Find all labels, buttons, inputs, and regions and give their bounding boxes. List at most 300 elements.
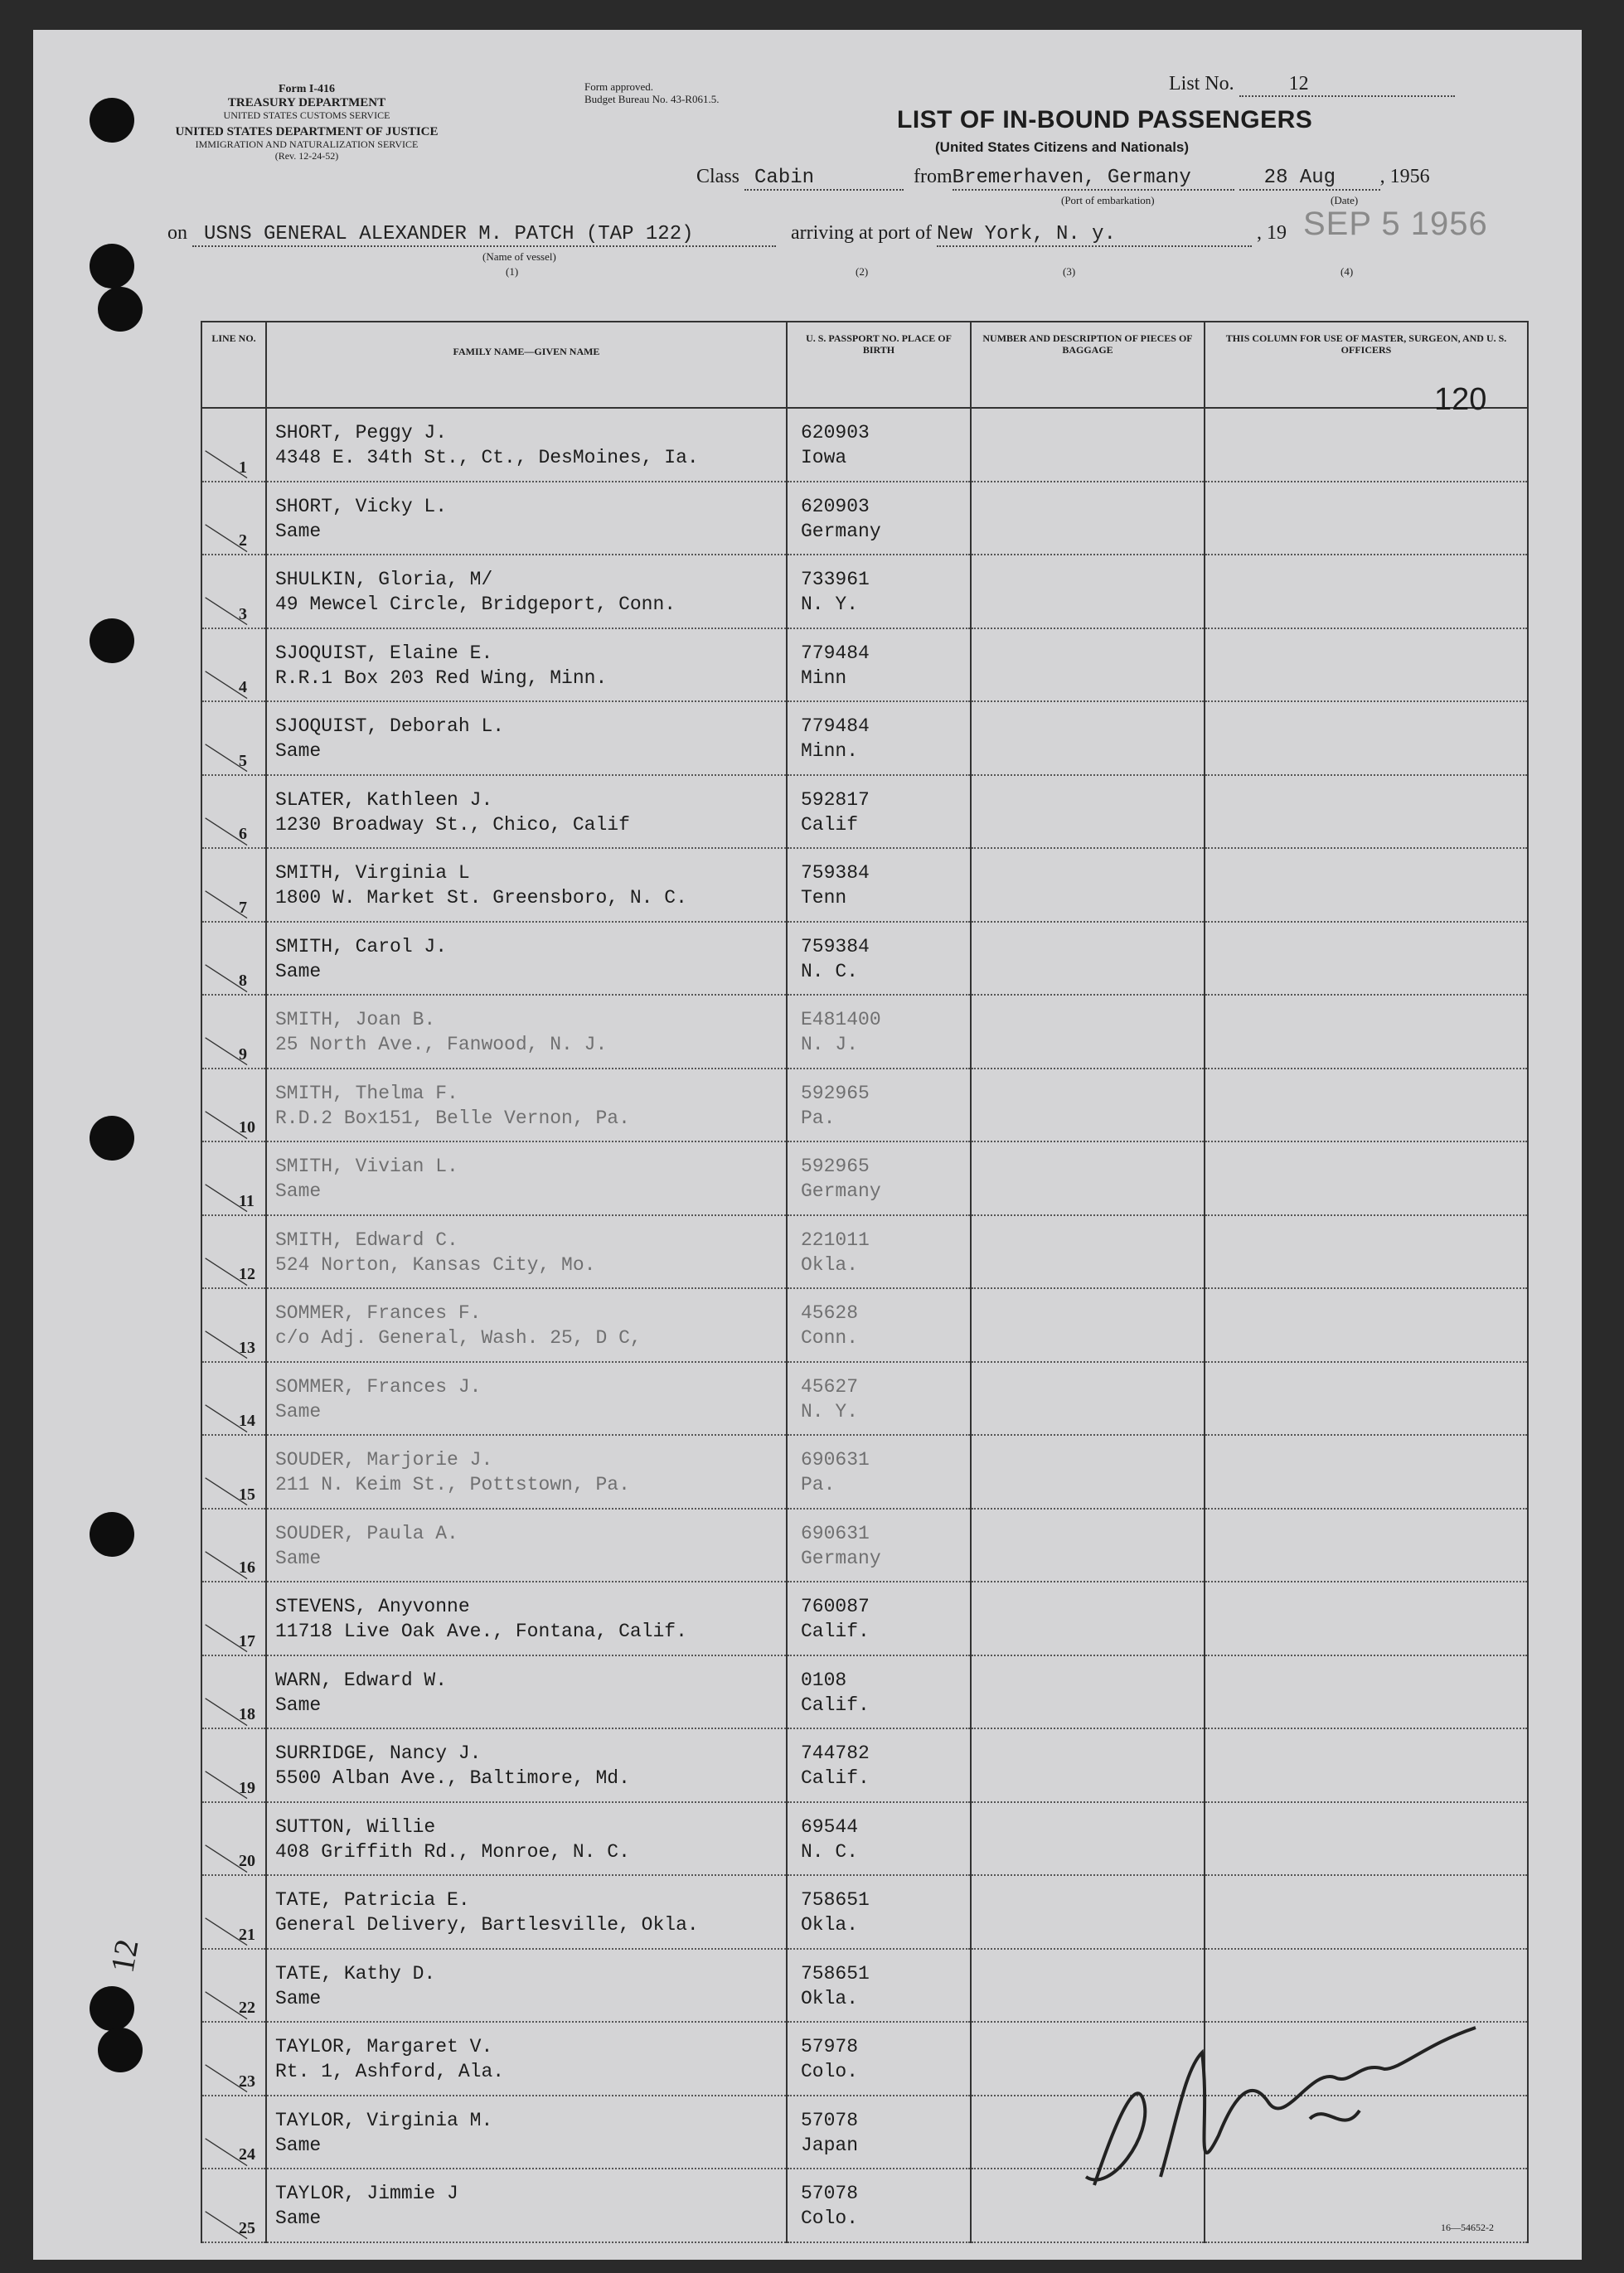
officer-annotation: 120	[1434, 382, 1487, 417]
line-cell	[201, 1582, 266, 1655]
passenger-name: SJOQUIST, Deborah L.	[275, 715, 505, 737]
passport-number: 690631	[801, 1522, 870, 1544]
passport-cell	[787, 1802, 971, 1876]
passport-cell	[787, 995, 971, 1069]
line-cell	[201, 775, 266, 849]
table-row	[201, 848, 1528, 922]
date-value: 28 Aug	[1239, 167, 1380, 191]
baggage-cell	[971, 1362, 1205, 1436]
name-cell	[266, 2096, 787, 2169]
passport-number: 57978	[801, 2036, 859, 2057]
binder-hole	[90, 618, 134, 663]
margin-note: 12	[103, 1936, 146, 1976]
check-mark-icon	[205, 935, 264, 991]
baggage-cell	[971, 1655, 1205, 1729]
baggage-cell	[971, 1509, 1205, 1582]
place-of-birth: Tenn	[801, 887, 847, 909]
year-value: , 1956	[1379, 166, 1430, 187]
name-cell	[266, 2169, 787, 2242]
check-mark-icon	[205, 569, 264, 625]
line-cell	[201, 2169, 266, 2242]
table-row	[201, 701, 1528, 775]
officer-cell	[1205, 1362, 1528, 1436]
passport-number: 592965	[801, 1082, 870, 1104]
passenger-address: Same	[275, 1400, 322, 1422]
baggage-cell	[971, 628, 1205, 702]
passenger-name: TAYLOR, Jimmie J	[275, 2183, 458, 2204]
name-cell	[266, 1875, 787, 1949]
officer-cell	[1205, 995, 1528, 1069]
col4-label: (4)	[1340, 265, 1354, 278]
passenger-address: 4348 E. 34th St., Ct., DesMoines, Ia.	[275, 447, 699, 468]
passenger-name: SLATER, Kathleen J.	[275, 788, 493, 811]
form-approved: Form approved.	[584, 80, 654, 93]
officer-cell	[1205, 701, 1528, 775]
line-number: 3	[239, 604, 247, 623]
passenger-address: Same	[275, 1694, 322, 1716]
passenger-name: SMITH, Virginia L	[275, 862, 470, 884]
line-cell	[201, 995, 266, 1069]
line-cell	[201, 1875, 266, 1949]
line-cell	[201, 1509, 266, 1582]
officer-cell	[1205, 555, 1528, 628]
passport-number: 759384	[801, 862, 870, 884]
line-number: 10	[239, 1118, 255, 1136]
baggage-cell	[971, 995, 1205, 1069]
agency-header	[158, 83, 456, 162]
line-cell	[201, 1141, 266, 1215]
passport-number: 57078	[801, 2109, 859, 2131]
officer-cell	[1205, 628, 1528, 702]
passport-cell	[787, 1362, 971, 1436]
name-cell	[266, 1582, 787, 1655]
name-cell	[266, 1362, 787, 1436]
header-baggage: NUMBER AND DESCRIPTION OF PIECES OF BAGGAGE	[971, 322, 1205, 408]
passport-cell	[787, 2169, 971, 2242]
passport-cell	[787, 1069, 971, 1142]
name-cell	[266, 701, 787, 775]
officer-cell	[1205, 482, 1528, 555]
passport-cell	[787, 1141, 971, 1215]
table-row	[201, 408, 1528, 482]
baggage-cell	[971, 1141, 1205, 1215]
officer-cell	[1205, 1802, 1528, 1876]
name-cell	[266, 1728, 787, 1802]
arriving-label: arriving at port of	[791, 222, 932, 244]
table-row	[201, 1802, 1528, 1876]
passport-cell	[787, 482, 971, 555]
passenger-name: TAYLOR, Virginia M.	[275, 2109, 493, 2131]
document-title: LIST OF IN-BOUND PASSENGERS	[897, 106, 1313, 133]
place-of-birth: Germany	[801, 1547, 881, 1569]
officer-cell	[1205, 1215, 1528, 1289]
passport-cell	[787, 1435, 971, 1509]
line-number: 7	[239, 898, 247, 917]
binder-hole	[90, 1116, 134, 1161]
justice-dept: UNITED STATES DEPARTMENT OF JUSTICE	[175, 125, 439, 139]
form-approval	[584, 81, 719, 106]
line-cell	[201, 1655, 266, 1729]
officer-cell	[1205, 1728, 1528, 1802]
binder-hole	[98, 287, 143, 332]
date-stamp: SEP 5 1956	[1303, 206, 1488, 242]
passenger-name: TATE, Kathy D.	[275, 1962, 436, 1985]
baggage-cell	[971, 408, 1205, 482]
header-passport: U. S. PASSPORT NO. PLACE OF BIRTH	[787, 322, 971, 408]
table-row	[201, 1069, 1528, 1142]
passport-number: 592817	[801, 788, 870, 811]
passenger-address: Same	[275, 1547, 322, 1569]
place-of-birth: N. Y.	[801, 1400, 859, 1422]
check-mark-icon	[205, 422, 264, 478]
line-number: 21	[239, 1925, 255, 1944]
place-of-birth: Conn.	[801, 1327, 859, 1349]
passenger-address: R.D.2 Box151, Belle Vernon, Pa.	[275, 1107, 630, 1129]
line-cell	[201, 482, 266, 555]
passport-cell	[787, 1509, 971, 1582]
place-of-birth: Calif.	[801, 1694, 870, 1716]
passenger-address: Rt. 1, Ashford, Ala.	[275, 2061, 505, 2082]
passenger-name: WARN, Edward W.	[275, 1669, 448, 1691]
header-name: FAMILY NAME—GIVEN NAME	[266, 322, 787, 408]
line-number: 14	[239, 1412, 255, 1430]
name-cell	[266, 1509, 787, 1582]
budget-bureau: Budget Bureau No. 43-R061.5.	[584, 92, 720, 105]
line-number: 5	[239, 751, 247, 770]
table-row	[201, 1875, 1528, 1949]
passport-cell	[787, 848, 971, 922]
passport-number: 620903	[801, 422, 870, 443]
table-row	[201, 995, 1528, 1069]
passport-cell	[787, 922, 971, 996]
line-number: 6	[239, 825, 247, 843]
document-page	[33, 30, 1582, 2260]
binder-hole	[90, 244, 134, 288]
passenger-address: 25 North Ave., Fanwood, N. J.	[275, 1034, 608, 1055]
name-cell	[266, 1288, 787, 1362]
passenger-address: 49 Mewcel Circle, Bridgeport, Conn.	[275, 594, 676, 615]
passenger-address: 211 N. Keim St., Pottstown, Pa.	[275, 1474, 630, 1495]
passport-number: E481400	[801, 1009, 881, 1030]
passenger-name: SMITH, Edward C.	[275, 1229, 458, 1251]
check-mark-icon	[205, 642, 264, 698]
line-number: 23	[239, 2072, 255, 2091]
passenger-name: SMITH, Thelma F.	[275, 1082, 458, 1104]
name-cell	[266, 1655, 787, 1729]
class-label: Class	[696, 166, 740, 187]
line-number: 12	[239, 1265, 255, 1283]
line-cell	[201, 1069, 266, 1142]
officer-cell	[1205, 1069, 1528, 1142]
passenger-name: SHULKIN, Gloria, M/	[275, 569, 493, 590]
table-row	[201, 1655, 1528, 1729]
line-number: 13	[239, 1338, 255, 1357]
place-of-birth: N. C.	[801, 960, 859, 982]
name-cell	[266, 995, 787, 1069]
officer-cell	[1205, 1655, 1528, 1729]
officer-cell	[1205, 775, 1528, 849]
baggage-cell	[971, 922, 1205, 996]
name-cell	[266, 1215, 787, 1289]
place-of-birth: Okla.	[801, 1253, 859, 1276]
name-cell	[266, 1141, 787, 1215]
line-cell	[201, 1802, 266, 1876]
passenger-rows	[201, 408, 1528, 2242]
passenger-address: 524 Norton, Kansas City, Mo.	[275, 1253, 596, 1276]
line-cell	[201, 2096, 266, 2169]
table-row	[201, 1141, 1528, 1215]
table-row	[201, 1728, 1528, 1802]
passenger-name: SHORT, Peggy J.	[275, 422, 448, 443]
baggage-cell	[971, 1288, 1205, 1362]
passport-cell	[787, 555, 971, 628]
passenger-address: 408 Griffith Rd., Monroe, N. C.	[275, 1840, 630, 1863]
check-mark-icon	[205, 788, 264, 845]
place-of-birth: Iowa	[801, 447, 847, 468]
name-cell	[266, 482, 787, 555]
place-of-birth: Okla.	[801, 1914, 859, 1936]
passport-number: 758651	[801, 1962, 870, 1985]
baggage-cell	[971, 1802, 1205, 1876]
line-number: 15	[239, 1485, 255, 1504]
place-of-birth: Germany	[801, 1180, 881, 1202]
col2-label: (2)	[856, 265, 869, 278]
passenger-address: Same	[275, 1180, 322, 1202]
year-suffix: , 19	[1256, 222, 1287, 244]
baggage-cell	[971, 1875, 1205, 1949]
passenger-address: R.R.1 Box 203 Red Wing, Minn.	[275, 666, 608, 689]
passenger-address: Same	[275, 1987, 322, 2009]
passenger-address: Same	[275, 960, 322, 982]
passport-number: 0108	[801, 1669, 847, 1691]
baggage-cell	[971, 775, 1205, 849]
name-cell	[266, 1802, 787, 1876]
immigration-service: IMMIGRATION AND NATURALIZATION SERVICE	[195, 138, 419, 151]
name-cell	[266, 2022, 787, 2096]
passport-cell	[787, 1288, 971, 1362]
table-header-row	[201, 322, 1528, 408]
passport-number: 690631	[801, 1449, 870, 1471]
col1-label: (1)	[506, 265, 519, 278]
table-row	[201, 555, 1528, 628]
treasury-dept: TREASURY DEPARTMENT	[227, 96, 386, 110]
passport-number: 759384	[801, 935, 870, 957]
place-of-birth: Pa.	[801, 1107, 836, 1129]
line-number: 25	[239, 2218, 255, 2237]
passport-cell	[787, 1582, 971, 1655]
check-mark-icon	[205, 1009, 264, 1065]
passport-cell	[787, 1215, 971, 1289]
place-of-birth: N. Y.	[801, 594, 859, 615]
passport-number: 760087	[801, 1596, 870, 1617]
passenger-name: SOUDER, Marjorie J.	[275, 1449, 493, 1471]
baggage-cell	[971, 701, 1205, 775]
baggage-cell	[971, 555, 1205, 628]
on-label: on	[167, 222, 187, 244]
place-of-birth: Minn.	[801, 740, 859, 762]
port-name: New York, N. y.	[937, 223, 1252, 247]
table-row	[201, 1215, 1528, 1289]
passenger-name: SOMMER, Frances F.	[275, 1302, 482, 1324]
passenger-table	[201, 321, 1529, 2243]
officer-cell	[1205, 922, 1528, 996]
place-of-birth: Japan	[801, 2134, 859, 2156]
line-cell	[201, 1288, 266, 1362]
place-of-birth: Calif	[801, 813, 859, 836]
line-number: 11	[239, 1191, 255, 1210]
footer-code: 16—54652-2	[1441, 2222, 1494, 2233]
form-number: Form I-416	[278, 83, 336, 95]
line-number: 2	[239, 531, 247, 550]
binder-hole	[90, 1986, 134, 2031]
passenger-address: Same	[275, 2208, 322, 2229]
date-label: (Date)	[1331, 194, 1359, 206]
embark-label: (Port of embarkation)	[1061, 194, 1155, 206]
name-cell	[266, 848, 787, 922]
table-row	[201, 1288, 1528, 1362]
passport-cell	[787, 775, 971, 849]
officer-cell	[1205, 1141, 1528, 1215]
vessel-row	[167, 206, 1544, 280]
place-of-birth: Calif.	[801, 1767, 870, 1789]
table-row	[201, 482, 1528, 555]
passenger-name: SJOQUIST, Elaine E.	[275, 642, 493, 664]
passport-number: 779484	[801, 642, 870, 664]
passport-cell	[787, 1875, 971, 1949]
passenger-address: Same	[275, 2134, 322, 2156]
passenger-address: Same	[275, 520, 322, 542]
passport-cell	[787, 1655, 971, 1729]
line-cell	[201, 1728, 266, 1802]
passenger-name: SURRIDGE, Nancy J.	[275, 1742, 482, 1764]
officer-cell	[1205, 408, 1528, 482]
passenger-address: 5500 Alban Ave., Baltimore, Md.	[275, 1767, 630, 1789]
passport-cell	[787, 408, 971, 482]
passenger-address: General Delivery, Bartlesville, Okla.	[275, 1914, 699, 1936]
baggage-cell	[971, 1215, 1205, 1289]
officer-cell	[1205, 1435, 1528, 1509]
place-of-birth: Germany	[801, 520, 881, 542]
passenger-address: 11718 Live Oak Ave., Fontana, Calif.	[275, 1621, 687, 1642]
passenger-name: TAYLOR, Margaret V.	[275, 2036, 493, 2057]
officer-cell	[1205, 1875, 1528, 1949]
name-cell	[266, 1949, 787, 2023]
passenger-name: SMITH, Carol J.	[275, 935, 448, 957]
place-of-birth: Colo.	[801, 2208, 859, 2229]
line-cell	[201, 408, 266, 482]
line-cell	[201, 922, 266, 996]
table-row	[201, 1435, 1528, 1509]
passenger-name: SMITH, Joan B.	[275, 1009, 436, 1030]
revision-date: (Rev. 12-24-52)	[274, 150, 339, 162]
line-number: 16	[239, 1558, 255, 1577]
passenger-name: STEVENS, Anyvonne	[275, 1596, 470, 1617]
officer-cell	[1205, 848, 1528, 922]
header-officers: THIS COLUMN FOR USE OF MASTER, SURGEON, AND U. S. OFFICERS	[1205, 322, 1528, 408]
line-number: 8	[239, 972, 247, 990]
header-line-no: LINE NO.	[201, 322, 266, 408]
check-mark-icon	[205, 862, 264, 918]
name-cell	[266, 922, 787, 996]
line-cell	[201, 1362, 266, 1436]
list-number-row	[1169, 73, 1455, 97]
officer-signature	[1061, 1970, 1492, 2218]
passport-cell	[787, 2022, 971, 2096]
officer-cell	[1205, 1582, 1528, 1655]
table-row	[201, 775, 1528, 849]
place-of-birth: Minn	[801, 666, 847, 689]
passenger-address: 1230 Broadway St., Chico, Calif	[275, 813, 630, 836]
passport-number: 744782	[801, 1742, 870, 1764]
passport-number: 57078	[801, 2183, 859, 2204]
passenger-name: SHORT, Vicky L.	[275, 495, 448, 517]
table-row	[201, 628, 1528, 702]
name-cell	[266, 555, 787, 628]
line-cell	[201, 701, 266, 775]
baggage-cell	[971, 482, 1205, 555]
line-number: 1	[239, 458, 247, 477]
place-of-birth: Colo.	[801, 2061, 859, 2082]
passenger-name: SUTTON, Willie	[275, 1815, 436, 1838]
passport-number: 592965	[801, 1156, 870, 1177]
name-cell	[266, 775, 787, 849]
passenger-address: Same	[275, 740, 322, 762]
passport-number: 45628	[801, 1302, 859, 1324]
baggage-cell	[971, 1582, 1205, 1655]
line-cell	[201, 848, 266, 922]
passenger-name: SOMMER, Frances J.	[275, 1375, 482, 1398]
binder-hole	[90, 98, 134, 143]
line-cell	[201, 555, 266, 628]
passport-number: 758651	[801, 1889, 870, 1911]
name-cell	[266, 1435, 787, 1509]
passenger-address: c/o Adj. General, Wash. 25, D C,	[275, 1327, 642, 1349]
line-number: 9	[239, 1044, 247, 1064]
table-row	[201, 1582, 1528, 1655]
table-row	[201, 1362, 1528, 1436]
check-mark-icon	[205, 1156, 264, 1212]
place-of-birth: Calif.	[801, 1621, 870, 1642]
baggage-cell	[971, 1069, 1205, 1142]
from-value: Bremerhaven, Germany	[953, 167, 1234, 191]
passenger-address: 1800 W. Market St. Greensboro, N. C.	[275, 887, 687, 909]
passport-number: 221011	[801, 1229, 870, 1251]
table-row	[201, 922, 1528, 996]
line-number: 22	[239, 1999, 255, 2017]
line-number: 24	[239, 2145, 255, 2164]
baggage-cell	[971, 848, 1205, 922]
line-cell	[201, 628, 266, 702]
passport-cell	[787, 628, 971, 702]
binder-hole	[98, 2028, 143, 2072]
passport-number: 733961	[801, 569, 870, 590]
line-number: 4	[239, 678, 247, 696]
place-of-birth: Okla.	[801, 1987, 859, 2009]
passenger-name: TATE, Patricia E.	[275, 1889, 470, 1911]
name-cell	[266, 1069, 787, 1142]
vessel-name: USNS GENERAL ALEXANDER M. PATCH (TAP 122)	[192, 223, 776, 247]
check-mark-icon	[205, 495, 264, 551]
place-of-birth: N. J.	[801, 1034, 859, 1055]
name-cell	[266, 408, 787, 482]
passport-cell	[787, 1728, 971, 1802]
from-label: from	[914, 166, 953, 187]
place-of-birth: N. C.	[801, 1840, 859, 1863]
baggage-cell	[971, 1728, 1205, 1802]
officer-cell	[1205, 1509, 1528, 1582]
list-no-label: List No.	[1169, 73, 1234, 95]
line-number: 19	[239, 1778, 255, 1797]
